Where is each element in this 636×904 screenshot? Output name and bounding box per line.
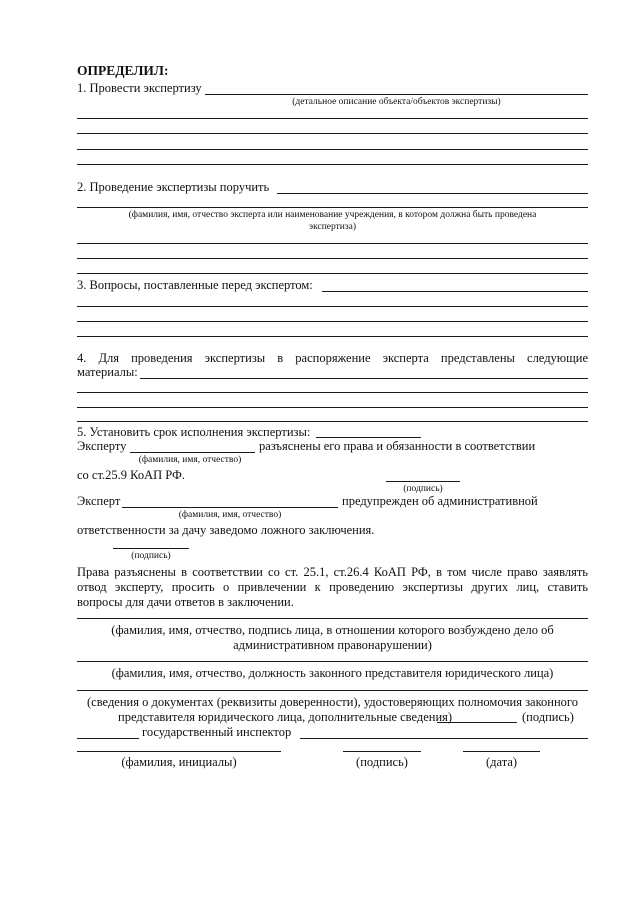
item1-line-3[interactable] xyxy=(77,133,588,134)
item4-line-2[interactable] xyxy=(77,392,588,393)
documents-caption-line1: (сведения о документах (реквизиты доверенности), удостоверяющих полномочия законного xyxy=(87,695,578,709)
item5-expert2-warned: предупрежден об административной xyxy=(342,494,538,508)
inspector-label: государственный инспектор xyxy=(142,725,292,739)
item4-line-3[interactable] xyxy=(77,407,588,408)
rights-line3: вопросы для дачи ответов в заключении. xyxy=(77,595,294,609)
person-caption-line2: административном правонарушении) xyxy=(233,638,432,652)
inspector-field-line[interactable] xyxy=(300,738,588,739)
documents-caption-line2: представителя юридического лица, дополнительные сведения) xyxy=(118,710,453,724)
item5-expert-rights: разъяснены его права и обязанности в соответствии xyxy=(259,439,536,453)
item5-signature-line[interactable] xyxy=(386,481,460,482)
item5-signature-line2[interactable] xyxy=(113,548,189,549)
item3-line-3[interactable] xyxy=(77,321,588,322)
item5-deadline-field[interactable] xyxy=(316,437,421,438)
item5-koap: со ст.25.9 КоАП РФ. xyxy=(77,468,186,482)
item5-expert-name-field[interactable] xyxy=(130,452,255,453)
documents-line[interactable] xyxy=(77,690,588,691)
inspector-title-line[interactable] xyxy=(77,738,139,739)
item3-line-4[interactable] xyxy=(77,336,588,337)
item3-line-2[interactable] xyxy=(77,306,588,307)
item5-responsibility: ответственности за дачу заведомо ложного заключения. xyxy=(77,523,375,537)
item2-caption-line1: (фамилия, имя, отчество эксперта или наименование учреждения, в котором должна быть проведена xyxy=(128,210,537,220)
item1-line-5[interactable] xyxy=(77,164,588,165)
item2-field-line[interactable] xyxy=(277,193,588,194)
item1-line-4[interactable] xyxy=(77,149,588,150)
item1-field-line[interactable] xyxy=(205,94,588,95)
item1-label: 1. Провести экспертизу xyxy=(77,81,202,95)
item5-label: 5. Установить срок исполнения экспертизы: xyxy=(77,425,311,439)
item1-caption: (детальное описание объекта/объектов экспертизы) xyxy=(292,97,501,107)
item2-label: 2. Проведение экспертизы поручить xyxy=(77,180,270,194)
item5-signature-caption: (подпись) xyxy=(403,484,443,494)
rights-line1: Права разъяснены в соответствии со ст. 25.1, ст.26.4 КоАП РФ, в том числе право заявлять xyxy=(77,565,588,579)
documents-signature-line[interactable] xyxy=(437,722,517,723)
item2-line-4[interactable] xyxy=(77,258,588,259)
item4-line2: материалы: xyxy=(77,365,138,379)
item1-line-2[interactable] xyxy=(77,118,588,119)
item2-line-3[interactable] xyxy=(77,243,588,244)
item3-label: 3. Вопросы, поставленные перед экспертом: xyxy=(77,278,313,292)
item5-signature-caption2: (подпись) xyxy=(131,551,171,561)
representative-line[interactable] xyxy=(77,661,588,662)
item2-line-2[interactable] xyxy=(77,207,588,208)
item5-name-caption2: (фамилия, имя, отчество) xyxy=(178,510,282,520)
person-signature-line[interactable] xyxy=(77,618,588,619)
item4-line-4[interactable] xyxy=(77,421,588,422)
item2-line-5[interactable] xyxy=(77,273,588,274)
item3-field-line[interactable] xyxy=(322,291,588,292)
rights-line2: отвод эксперту, просить о привлечении к проведению экспертизы других лиц, ставить xyxy=(77,580,588,594)
item5-name-caption: (фамилия, имя, отчество) xyxy=(138,455,242,465)
inspector-name-line[interactable] xyxy=(77,751,281,752)
item5-expert2-name-field[interactable] xyxy=(122,507,338,508)
inspector-signature-caption: (подпись) xyxy=(356,755,408,769)
item2-caption-line2: экспертиза) xyxy=(309,222,356,232)
heading-title: ОПРЕДЕЛИЛ: xyxy=(77,63,169,78)
representative-caption: (фамилия, имя, отчество, должность законного представителя юридического лица) xyxy=(111,666,554,680)
person-caption-line1: (фамилия, имя, отчество, подпись лица, в отношении которого возбуждено дело об xyxy=(111,623,554,637)
inspector-date-line[interactable] xyxy=(463,751,540,752)
item4-line1: 4. Для проведения экспертизы в распоряжение эксперта представлены следующие xyxy=(77,351,588,365)
inspector-date-caption: (дата) xyxy=(485,755,518,769)
inspector-signature-line[interactable] xyxy=(343,751,421,752)
item5-expert-prefix: Эксперту xyxy=(77,439,127,453)
item4-field-line[interactable] xyxy=(140,378,588,379)
documents-signature-caption: (подпись) xyxy=(522,710,574,724)
item5-expert2-prefix: Эксперт xyxy=(77,494,121,508)
inspector-name-caption: (фамилия, инициалы) xyxy=(121,755,237,769)
